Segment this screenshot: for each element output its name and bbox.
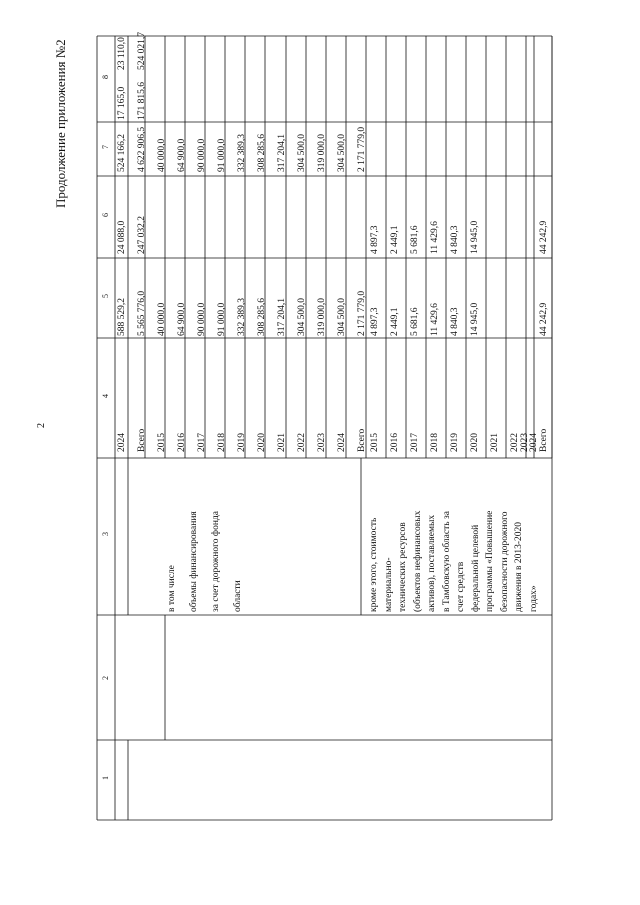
- cell-col6: 91 000,0: [217, 138, 227, 172]
- column-header-3: 3: [101, 532, 110, 536]
- cell-col6: 64 900,0: [177, 138, 187, 172]
- cell-col4: 4 840,3: [450, 307, 460, 336]
- section-b-label-line: движения в 2013-2020: [514, 522, 524, 612]
- cell-col6: 304 500,0: [337, 134, 347, 172]
- section-a-label-line: объемы финансирования: [189, 511, 199, 612]
- row-year: 2020: [470, 433, 480, 452]
- cell-col4: 332 389,3: [237, 298, 247, 336]
- row-year: 2019: [237, 433, 247, 452]
- cell-col6: 317 204,1: [277, 134, 287, 172]
- section-b-label-line: кроме этого, стоимость: [369, 517, 379, 612]
- cell-col4: 304 500,0: [297, 298, 307, 336]
- row-year: Всего: [357, 428, 367, 452]
- section-a-label-line: за счет дорожного фонда: [211, 511, 221, 612]
- cell-col5: 14 945,0: [470, 220, 480, 254]
- row-year: 2017: [410, 433, 420, 452]
- cell-col4: 2 171 779,0: [357, 290, 367, 336]
- column-header-2: 2: [101, 676, 110, 680]
- section-a-label-line: в том числе: [167, 565, 177, 612]
- row-year: 2022: [297, 433, 307, 452]
- section-a-label-line: области: [233, 580, 243, 612]
- column-header-6: 6: [101, 213, 110, 217]
- page-number: 2: [36, 423, 47, 428]
- row-year: 2017: [197, 433, 207, 452]
- cell-col4: 40 000,0: [157, 302, 167, 336]
- row-year: 2018: [217, 433, 227, 452]
- cell-col5: 11 429,6: [430, 221, 440, 254]
- cell-col6: 304 500,0: [297, 134, 307, 172]
- cell-col5: 44 242,9: [539, 220, 549, 254]
- section-b-label-line: программы «Повышение: [485, 510, 495, 612]
- cell-col4: 44 242,9: [539, 302, 549, 336]
- row-year: 2024: [337, 433, 347, 452]
- section-b-label-line: годах»: [528, 585, 539, 612]
- section-b-label-line: материально-: [383, 557, 394, 612]
- cell-col4: 2 449,1: [390, 307, 400, 336]
- cell-col6: 524 166,2: [117, 134, 127, 172]
- section-b-label-line: активов), поставляемых: [427, 514, 437, 612]
- row-year: Всего: [539, 428, 549, 452]
- cell-col4: 588 529,2: [117, 298, 127, 336]
- cell-col4: 4 897,3: [370, 307, 380, 336]
- row-year: 2023: [520, 433, 530, 452]
- cell-col4: 317 204,1: [277, 298, 287, 336]
- cell-col5: 247 032,2: [137, 216, 147, 254]
- cell-col4: 90 000,0: [197, 302, 207, 336]
- cell-col6: 2 171 779,0: [357, 126, 367, 172]
- cell-col7: 171 815,6: [137, 82, 147, 120]
- row-year: 2022: [510, 433, 520, 452]
- cell-col8: 524 021,7: [137, 32, 147, 70]
- section-b-label-line: технических ресурсов: [398, 522, 408, 612]
- row-year: 2016: [390, 433, 400, 452]
- row-year: 2020: [257, 433, 267, 452]
- cell-col5: 4 840,3: [450, 225, 460, 254]
- section-b-label-line: безопасности дорожного: [499, 511, 510, 612]
- section-b-label-line: (объектов нефинансовых: [412, 510, 423, 612]
- section-b-label-line: в Тамбовскую область за: [441, 511, 452, 612]
- section-b-label-line: федеральной целевой: [470, 524, 481, 612]
- cell-col5: 4 897,3: [370, 225, 380, 254]
- row-year: 2015: [370, 433, 380, 452]
- row-year: 2024: [117, 433, 127, 452]
- row-year: 2019: [450, 433, 460, 452]
- row-year: 2023: [317, 433, 327, 452]
- row-year: 2021: [490, 433, 500, 452]
- row-year: Всего: [137, 428, 147, 452]
- row-year: 2021: [277, 433, 287, 452]
- section-b-label-line: счет средств: [456, 561, 466, 612]
- row-year: 2016: [177, 433, 187, 452]
- cell-col4: 14 945,0: [470, 302, 480, 336]
- cell-col5: 2 449,1: [390, 225, 400, 254]
- cell-col6: 40 000,0: [157, 138, 167, 172]
- cell-col4: 5 681,6: [410, 307, 420, 336]
- cell-col6: 308 285,6: [257, 134, 267, 172]
- cell-col7: 17 165,0: [117, 86, 127, 120]
- cell-col5: 24 088,0: [117, 220, 127, 254]
- cell-col4: 308 285,6: [257, 298, 267, 336]
- row-year: 2015: [157, 433, 167, 452]
- cell-col4: 64 900,0: [177, 302, 187, 336]
- column-header-4: 4: [101, 394, 110, 398]
- cell-col4: 5 565 776,0: [137, 290, 147, 336]
- cell-col6: 319 000,0: [317, 134, 327, 172]
- cell-col8: 23 110,0: [117, 37, 127, 70]
- column-header-1: 1: [101, 776, 110, 780]
- column-header-5: 5: [101, 294, 110, 298]
- cell-col4: 91 000,0: [217, 302, 227, 336]
- row-year: 2024: [529, 433, 539, 452]
- cell-col4: 304 500,0: [337, 298, 347, 336]
- column-header-8: 8: [101, 75, 110, 79]
- cell-col4: 11 429,6: [430, 303, 440, 336]
- cell-col4: 319 000,0: [317, 298, 327, 336]
- cell-col5: 5 681,6: [410, 225, 420, 254]
- continuation-title: Продолжение приложения №2: [53, 39, 68, 208]
- cell-col6: 4 622 906,5: [137, 126, 147, 172]
- cell-col6: 332 389,3: [237, 134, 247, 172]
- column-header-7: 7: [101, 145, 110, 149]
- cell-col6: 90 000,0: [197, 138, 207, 172]
- row-year: 2018: [430, 433, 440, 452]
